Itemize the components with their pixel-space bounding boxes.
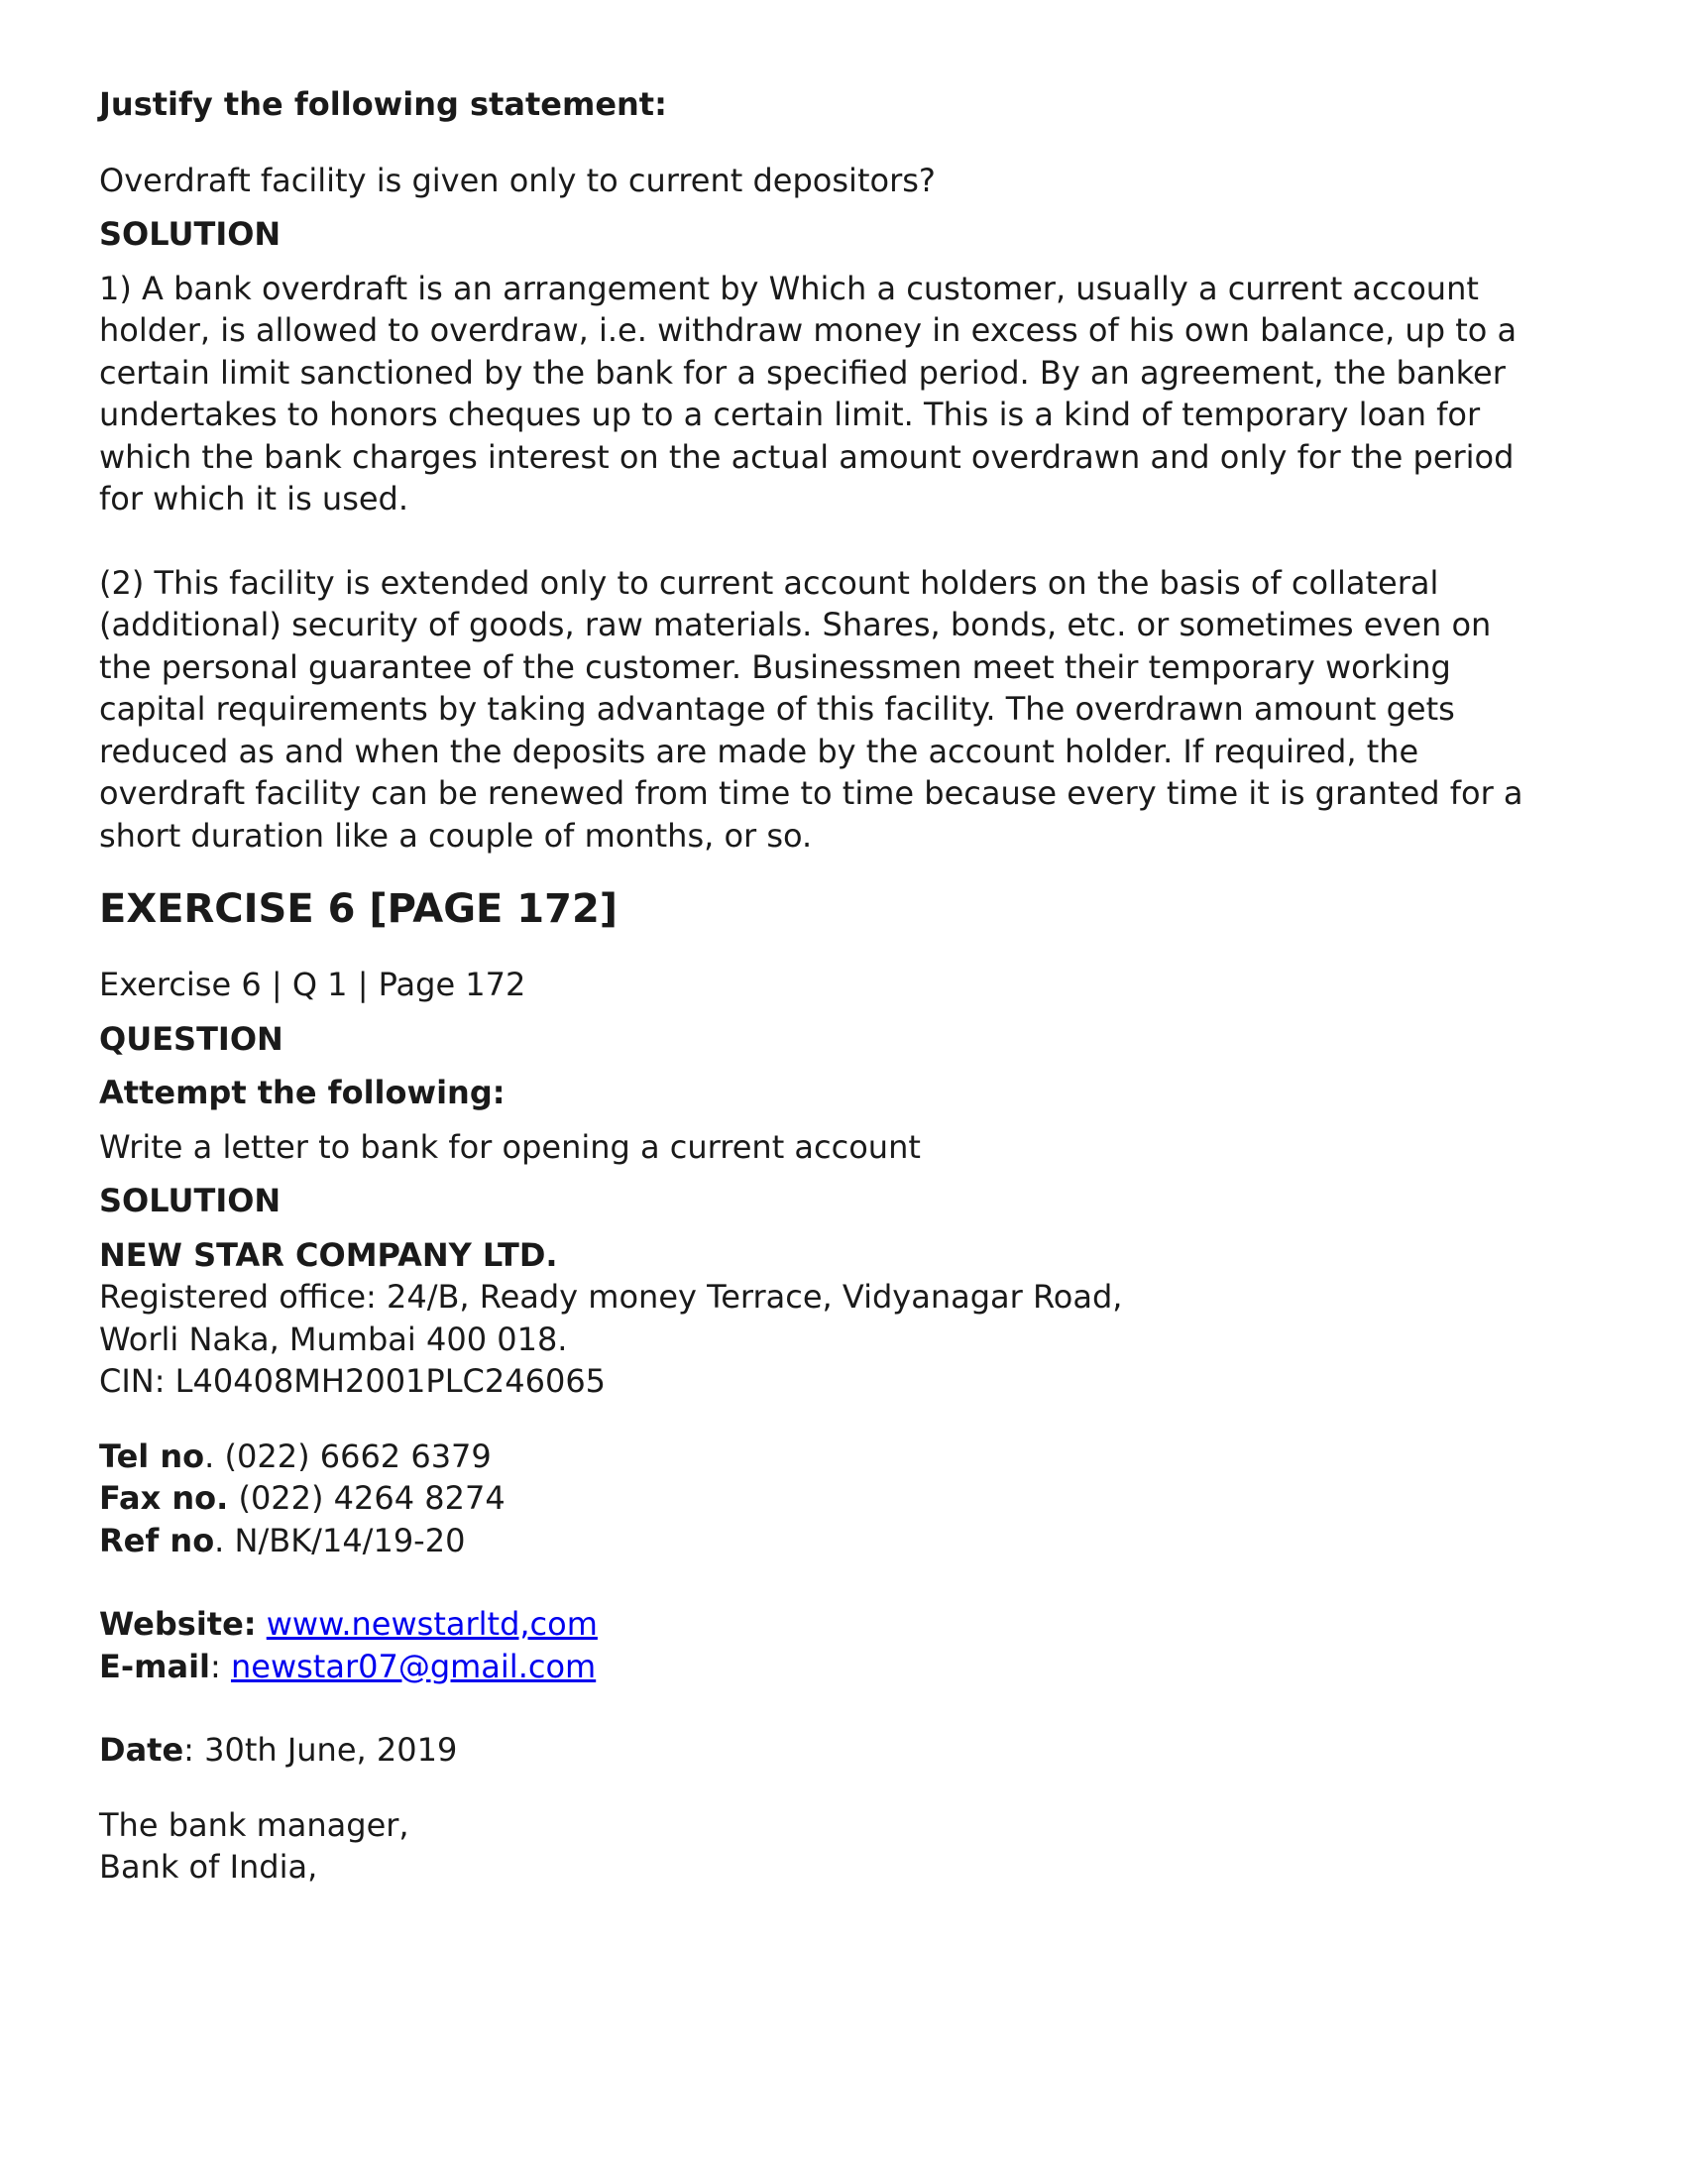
paragraph-line: for which it is used. [99,480,409,517]
date-line [99,1729,1606,1772]
paragraph-line: 1) A bank overdraft is an arrangement by Which a customer, usually a current account [99,269,1479,307]
paragraph-line: which the bank charges interest on the actual amount overdrawn and only for the period [99,437,1515,476]
tel-value: . (022) 6662 6379 [204,1437,492,1475]
fax-value: (022) 4264 8274 [228,1479,506,1517]
fax-label: Fax no. [99,1479,229,1517]
recipient-line: Bank of India, [99,1848,318,1886]
paragraph-line: capital requirements by taking advantage of this facility. The overdrawn amount gets [99,690,1455,728]
paragraph-line: (2) This facility is extended only to current account holders on the basis of collateral [99,563,1439,602]
paragraph-line: (additional) security of goods, raw materials. Shares, bonds, etc. or sometimes even on [99,606,1492,643]
website-label: Website: [99,1605,257,1643]
question-text: Write a letter to bank for opening a current account [99,1127,921,1166]
solution-paragraph-1 [99,268,1606,520]
paragraph-line: overdraft facility can be renewed from time to time because every time it is granted for a [99,774,1523,812]
address-line: Registered office: 24/B, Ready money Terrace, Vidyanagar Road, [99,1278,1123,1316]
recipient-block [99,1804,1606,1889]
paragraph-line: undertakes to honors cheques up to a certain limit. This is a kind of temporary loan for [99,396,1481,433]
web-block [99,1603,1606,1687]
email-label: E-mail [99,1647,211,1685]
exercise-solution-label: SOLUTION [99,1182,281,1219]
email-line [99,1646,1606,1688]
website-line [99,1603,1606,1646]
document-page [99,83,1606,1889]
fax-line [99,1477,1606,1520]
paragraph-line: certain limit sanctioned by the bank for a specified period. By an agreement, the banker [99,353,1506,392]
ref-value: . N/BK/14/19-20 [214,1521,466,1559]
justify-prompt: Justify the following statement: [99,85,667,123]
email-separator: : [210,1647,231,1685]
contact-block [99,1436,1606,1562]
tel-line [99,1436,1606,1478]
solution-paragraph-2 [99,562,1606,858]
website-link[interactable]: www.newstarltd,com [266,1605,598,1643]
solution-label: SOLUTION [99,215,281,253]
paragraph-line: reduced as and when the deposits are made by the account holder. If required, the [99,732,1419,770]
date-label: Date [99,1731,184,1769]
ref-line [99,1520,1606,1562]
statement: Overdraft facility is given only to current depositors? [99,161,936,199]
paragraph-line: holder, is allowed to overdraw, i.e. withdraw money in excess of his own balance, up to a [99,311,1518,349]
paragraph-line: short duration like a couple of months, or so. [99,816,813,855]
email-link[interactable]: newstar07@gmail.com [230,1647,597,1685]
attempt-prompt: Attempt the following: [99,1074,506,1111]
question-label: QUESTION [99,1019,283,1058]
tel-label: Tel no [99,1437,205,1475]
paragraph-line: the personal guarantee of the customer. Businessmen meet their temporary working [99,647,1451,686]
cin-line: CIN: L40408MH2001PLC246065 [99,1362,607,1400]
ref-label: Ref no [99,1521,215,1559]
date-value: : 30th June, 2019 [183,1731,458,1769]
exercise-heading: EXERCISE 6 [PAGE 172] [99,886,619,932]
company-name: NEW STAR COMPANY LTD. [99,1235,558,1274]
exercise-reference: Exercise 6 | Q 1 | Page 172 [99,966,526,1003]
address-line: Worli Naka, Mumbai 400 018. [99,1320,568,1358]
letter-header [99,1234,1606,1403]
recipient-line: The bank manager, [99,1805,409,1844]
